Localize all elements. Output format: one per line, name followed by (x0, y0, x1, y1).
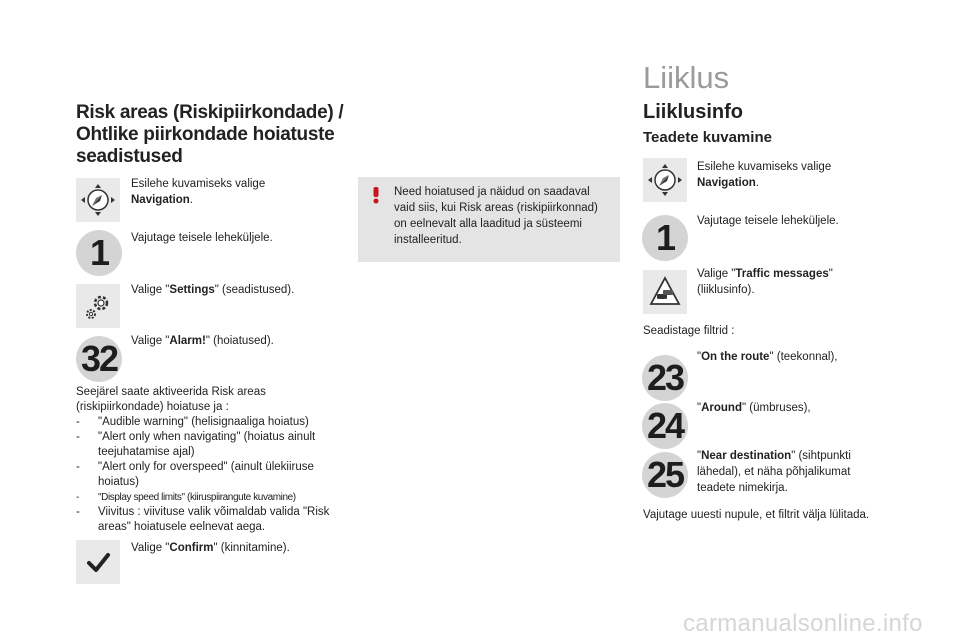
settings-gears-icon (76, 284, 120, 328)
filter1-bold: On the route (701, 351, 770, 363)
right-step1-bold: Navigation (697, 177, 756, 189)
right-step3-post: " (828, 268, 833, 280)
left-step1-pre: Esilehe kuvamiseks valige (131, 178, 266, 190)
option-dash: - (76, 461, 80, 473)
option-text: "Display speed limits" (kiiruspiirangute kuvamine) (98, 492, 296, 503)
left-title-line2: Ohtlike piirkondade hoiatuste (76, 124, 335, 145)
left-title-line3: seadistused (76, 146, 183, 167)
left-step4-text (131, 333, 351, 349)
left-confirm-pre: Valige " (131, 542, 170, 554)
option-text: "Audible warning" (helisignaaliga hoiatus) (98, 416, 309, 428)
right-title: Liiklusinfo (643, 101, 743, 123)
filter1-pre: " (697, 351, 702, 363)
filter1-post: " (teekonnal), (769, 351, 838, 363)
navigation-button-icon (76, 178, 120, 222)
warning-text: Need hoiatused ja näidud on saadaval vaid siis, kui Risk areas (riskipiirkonnad) on eelnevalt alla laaditud ja süsteemi installeeritud. (394, 186, 598, 246)
number-badge-1-left: 1 (76, 230, 122, 276)
filter2-text (697, 400, 897, 416)
option-item (76, 505, 351, 535)
filter3-post: " (sihtpunkti (791, 450, 851, 462)
option-dash: - (76, 492, 79, 503)
options-list (76, 415, 351, 535)
navigation-button-icon (643, 158, 687, 202)
option-text: "Alert only when navigating" (hoiatus ainult teejuhatamise ajal) (98, 431, 316, 458)
option-dash: - (76, 431, 80, 443)
filter3-bold: Near destination (701, 450, 792, 462)
warning-box (358, 177, 620, 262)
filter1-text (697, 349, 897, 365)
left-step2-text: Vajutage teisele leheküljele. (131, 232, 273, 244)
left-step3-bold: Settings (169, 284, 215, 296)
option-item (76, 460, 351, 490)
filter3-line3: teadete nimekirja. (697, 482, 788, 494)
left-step4-post: " (hoiatused). (205, 335, 274, 347)
options-section (76, 385, 351, 535)
traffic-messages-icon (643, 270, 687, 314)
filter3-line2: lähedal), et näha põhjalikumat (697, 466, 851, 478)
filters-label: Seadistage filtrid : (643, 325, 735, 337)
left-step3-text (131, 282, 351, 298)
number-badge-24: 24 (642, 403, 688, 449)
left-step1-post: . (189, 194, 193, 206)
section-title: Liiklus (643, 60, 730, 95)
right-step3-pre: Valige " (697, 268, 736, 280)
confirm-checkmark-icon (76, 540, 120, 584)
number-badge-1-right: 1 (642, 215, 688, 261)
watermark: carmanualsonline.info (683, 610, 923, 637)
right-step3-line2: (liiklusinfo). (697, 284, 755, 296)
right-subtitle: Teadete kuvamine (643, 129, 772, 146)
filter2-bold: Around (701, 402, 742, 414)
left-confirm-post: " (kinnitamine). (213, 542, 290, 554)
option-text: "Alert only for overspeed" (ainult ülekiiruse hoiatus) (98, 461, 314, 488)
number-badge-23: 23 (642, 355, 688, 401)
filter2-pre: " (697, 402, 702, 414)
left-step4-bold: Alarm! (169, 335, 206, 347)
right-step1-post: . (755, 177, 759, 189)
left-confirm-bold: Confirm (169, 542, 214, 554)
right-step1-pre: Esilehe kuvamiseks valige (697, 161, 832, 173)
option-item (76, 415, 351, 430)
left-step3-pre: Valige " (131, 284, 170, 296)
filter3-pre: " (697, 450, 702, 462)
filter3-text (697, 448, 897, 496)
option-dash: - (76, 506, 80, 518)
left-step4-pre: Valige " (131, 335, 170, 347)
left-title (76, 102, 366, 168)
right-step3-bold: Traffic messages (735, 268, 829, 280)
right-step2-text: Vajutage teisele leheküljele. (697, 215, 839, 227)
option-text: Viivitus : viivituse valik võimaldab valida "Risk areas" hoiatusele eelnevat aega. (98, 506, 330, 533)
left-confirm-text (131, 540, 351, 556)
option-dash: - (76, 416, 80, 428)
right-step1-text (697, 159, 897, 191)
options-intro-line2: (riskipiirkondade) hoiatuse ja : (76, 401, 229, 413)
option-item (76, 490, 351, 505)
left-title-line1: Risk areas (Riskipiirkondade) / (76, 102, 344, 123)
number-badge-25: 25 (642, 452, 688, 498)
options-intro-line1: Seejärel saate aktiveerida Risk areas (76, 386, 266, 398)
warning-exclamation-icon (366, 185, 386, 205)
left-step1-text (131, 176, 331, 208)
filter2-post: " (ümbruses), (741, 402, 811, 414)
left-step3-post: " (seadistused). (214, 284, 295, 296)
right-step3-text (697, 266, 897, 298)
right-footer-text: Vajutage uuesti nupule, et filtrit välja lülitada. (643, 509, 870, 521)
number-badge-32: 32 (76, 336, 122, 382)
left-step1-bold: Navigation (131, 194, 190, 206)
option-item (76, 430, 351, 460)
